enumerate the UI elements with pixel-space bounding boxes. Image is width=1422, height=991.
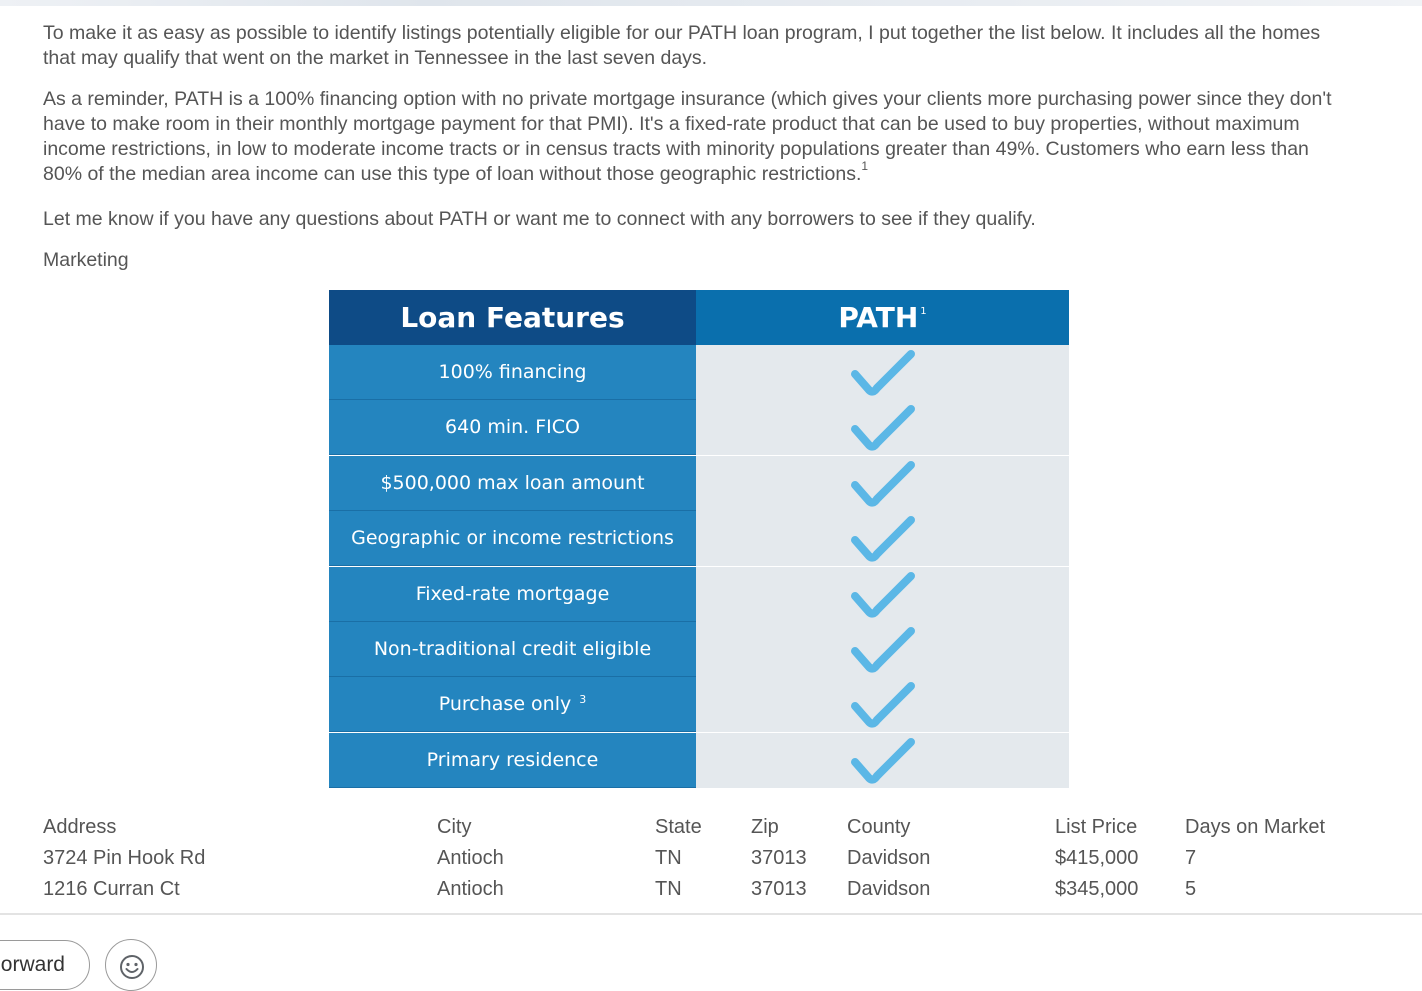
features-header-right (696, 290, 1069, 345)
feature-label (329, 456, 696, 511)
feature-label-text: Purchase only (438, 693, 572, 716)
reminder-text: As a reminder, PATH is a 100% financing option with no private mortgage insurance (which gives your clients more purchasing power since they don't have to make room in their monthly mortgage payment for that PMI). It's a fixed-rate product that can be used to buy properties, without maximum income restrictions, in low to moderate income tracts or in census tracts with minority populations greater than 49%. Customers who earn less than 80% of the median area income can use this type of loan without those geographic restrictions. (43, 88, 1332, 185)
checkmark-icon (851, 461, 915, 507)
header-days-on-market: Days on Market (1185, 816, 1326, 838)
header-address: Address (43, 816, 117, 838)
feature-label (329, 511, 696, 566)
feature-label-text: $500,000 max loan amount (380, 471, 645, 494)
loan-features-graphic (329, 290, 1069, 788)
feature-row (329, 511, 1069, 566)
message-divider (0, 913, 1422, 915)
header-city: City (437, 816, 472, 838)
header-list-price: List Price (1055, 816, 1138, 838)
cell-zip: 37013 (751, 847, 807, 869)
window-top-edge (0, 0, 1422, 6)
header-state: State (655, 816, 702, 838)
table-row (43, 878, 1383, 906)
feature-label-text: Geographic or income restrictions (351, 527, 674, 550)
forward-button[interactable]: orward (0, 940, 90, 990)
feature-label (329, 400, 696, 455)
features-header-left: Loan Features (329, 290, 696, 345)
cell-county: Davidson (847, 878, 931, 900)
feature-row (329, 456, 1069, 511)
smiley-icon (119, 954, 145, 980)
signature: Marketing (43, 249, 129, 271)
cell-address: 3724 Pin Hook Rd (43, 847, 206, 869)
checkmark-icon (851, 627, 915, 673)
table-row (43, 847, 1383, 875)
checkmark-icon (851, 405, 915, 451)
checkmark-icon (851, 572, 915, 618)
feature-row (329, 622, 1069, 677)
cell-list-price: $345,000 (1055, 878, 1139, 900)
reminder-paragraph (43, 87, 1343, 187)
feature-label (329, 345, 696, 400)
header-county: County (847, 816, 911, 838)
cell-address: 1216 Curran Ct (43, 878, 180, 900)
feature-label-text: Fixed-rate mortgage (415, 582, 610, 605)
feature-footnote: 3 (579, 692, 587, 706)
feature-row (329, 733, 1069, 788)
feature-label-text: Non-traditional credit eligible (373, 638, 652, 660)
checkmark-icon (851, 682, 915, 728)
cell-city: Antioch (437, 847, 504, 869)
feature-row (329, 677, 1069, 732)
cell-state: TN (655, 847, 682, 869)
checkmark-icon (851, 516, 915, 562)
feature-label-text: 100% financing (438, 361, 587, 383)
contact-paragraph: Let me know if you have any questions about PATH or want me to connect with any borrowers to see if they qualify. (43, 208, 1036, 230)
header-zip: Zip (751, 816, 779, 838)
cell-zip: 37013 (751, 878, 807, 900)
cell-city: Antioch (437, 878, 504, 900)
feature-row (329, 567, 1069, 622)
feature-label (329, 677, 696, 732)
cell-list-price: $415,000 (1055, 847, 1139, 869)
cell-state: TN (655, 878, 682, 900)
feature-row (329, 345, 1069, 400)
feature-row (329, 400, 1069, 455)
path-sup: 1 (920, 306, 927, 317)
listings-header-row (43, 816, 1383, 844)
feature-label-text: 640 min. FICO (445, 416, 580, 439)
feature-label (329, 567, 696, 622)
checkmark-icon (851, 738, 915, 784)
feature-label (329, 622, 696, 677)
cell-days-on-market: 5 (1185, 878, 1197, 900)
intro-paragraph: To make it as easy as possible to identify listings potentially eligible for our PATH loan program, I put together the list below. It includes all the homes that may qualify that went on the market in Tennessee in the last seven days. (43, 22, 1321, 69)
footnote-marker: 1 (861, 158, 869, 173)
feature-label (329, 733, 696, 788)
cell-days-on-market: 7 (1185, 847, 1197, 869)
path-label: PATH (838, 301, 919, 334)
feature-label-text: Primary residence (426, 748, 599, 771)
cell-county: Davidson (847, 847, 931, 869)
checkmark-icon (851, 350, 915, 396)
emoji-reaction-button[interactable] (105, 939, 157, 991)
